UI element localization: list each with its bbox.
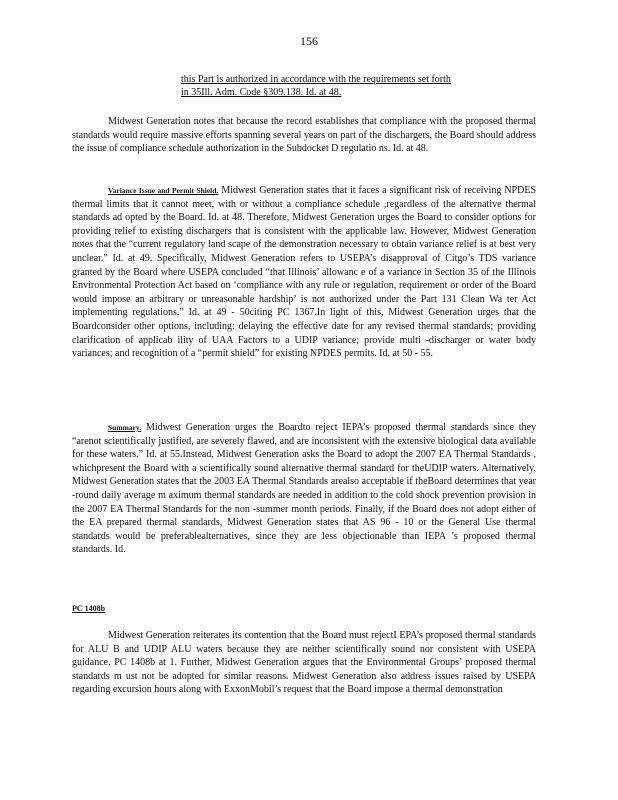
paragraph-text: Midwest Generation reiterates its contention that the Board must rejectI EPA’s proposed thermal standards for ALU B and UDIP ALU waters because they are neither scientifically sound nor consistent with USEPA guidance. PC 1408b at 1. Further, Midwest Generation argues that the Environmental Groups’ proposed thermal standards m ust not be adopted for similar reasons. Midwest Generation also address issues raised by USEPA regarding excursion hours along with ExxonMobil’s request that the Board impose a thermal demonstration	[72, 630, 536, 696]
paragraph-text: Midwest Generation states that it faces a significant risk of receiving NPDES thermal limits that it cannot meet, with or without a compliance schedule ,regardless of the alternative thermal standards ad opted by the Board. Id. at 48. Therefore, Midwest Generation urges the Board to consider options for providing relief to existing dischargers that is consistent with the applicable law. However, Midwest Generation notes that the “current regulatory land scape of the demonstration necessary to obtain variance relief is at best very unclear.” Id. at 49. Specifically, Midwest Generation refers to USEPA’s disapproval of Citgo’s TDS variance granted by the Board where USEPA concluded “that Illinois’ allowanc e of a variance in Section 35 of the Illinois Environmental Protection Act based on ‘compliance with any rule or regulation, requirement or order of the Board would impose an arbitrary or unreasonable hardship’ is not authorized under the Part 131 Clean Wa ter Act implementing regulations.” Id. at 49 - 50citing PC 1367.In light of this, Midwest Generation urges that the Boardconsider other options, including: delaying the effective date for any revised thermal standards; providing clarification of applicab ility of UAA Factors to a UDIP variance; provide multi -discharger or water body variances; and recognition of a “permit shield” for existing NPDES permits. Id. at 50 - 55.	[72, 185, 537, 360]
page-number: 156	[300, 34, 318, 48]
citation-block	[181, 73, 531, 99]
citation-line-1: this Part is authorized in accordance with the requirements set forth	[181, 74, 451, 85]
paragraph-pc-1408b	[72, 629, 536, 697]
paragraph-text: Midwest Generation urges the Boardto reject IEPA’s proposed thermal standards since they “arenot scientifically justified, are severely flawed, and are inconsistent with the extensive biological data available for these waters.” Id. at 55.Instead, Midwest Generation asks the Board to adopt the 2007 EA Thermal Standards , whichpresent the Board with a scientifically sound alternative thermal standard for theUDIP waters. Alternatively, Midwest Generation states that the 2003 EA Thermal Standards arealso acceptable if theBoard determines that year -round daily average m aximum thermal standards are needed in addition to the cold shock prevention provision in the 2007 EA Thermal Standards for the non -summer month periods. Finally, if the Board does not adopt either of the EA prepared thermal standards, Midwest Generation states that AS 96 - 10 or the General Use thermal standards would be preferablealternatives, since they are less objectionable than IEPA ’s proposed thermal standards. Id.	[72, 422, 537, 556]
subheading-summary: Summary.	[108, 423, 142, 432]
paragraph-compliance-schedule	[72, 115, 536, 156]
citation-line-2: in 35Ill. Adm. Code §309.138. Id. at 48.	[181, 87, 342, 98]
paragraph-text: Midwest Generation notes that because the record establishes that compliance with the proposed thermal standards would require massive efforts spanning several years on part of the dischargers, the Board should address the issue of compliance schedule authorization in the Subdocket D regulatio ns. Id. at 48.	[72, 116, 536, 155]
section-heading: PC 1408b	[72, 604, 106, 613]
subheading-variance-issue: Variance Issue and Permit Shield.	[108, 186, 219, 195]
paragraph-variance-issue	[72, 184, 536, 361]
paragraph-summary	[72, 421, 536, 557]
